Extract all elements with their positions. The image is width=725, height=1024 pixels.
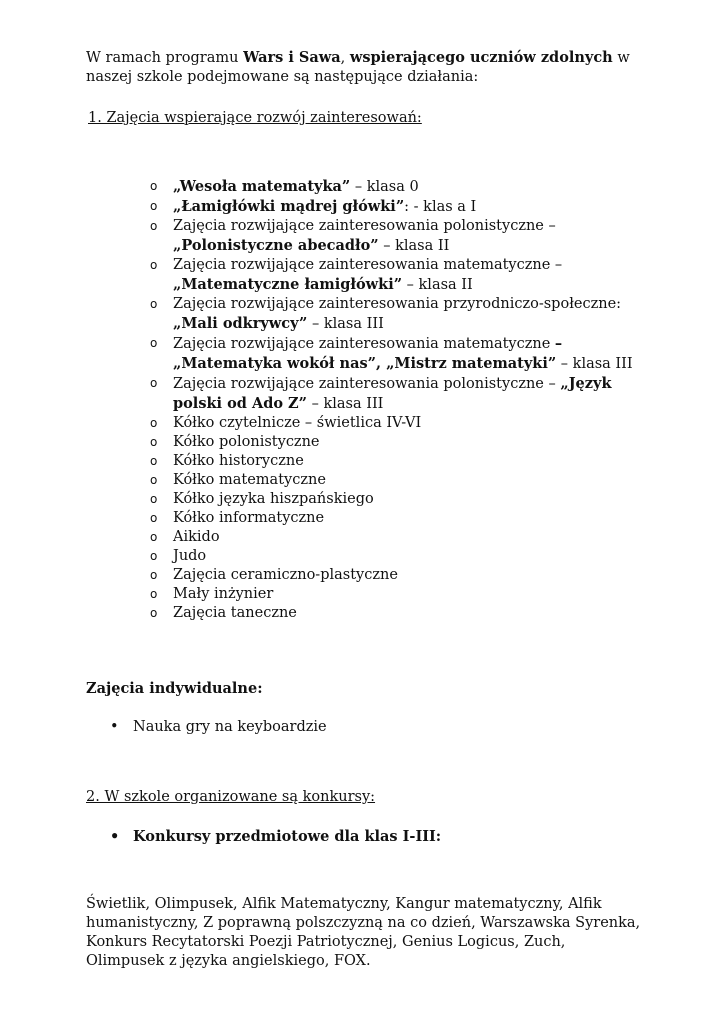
item-text: Kółko języka hiszpańskiego (173, 491, 374, 507)
circle-bullet-icon: o (150, 199, 158, 213)
circle-bullet-icon: o (150, 297, 158, 311)
individual-heading: Zajęcia indywidualne: (86, 680, 263, 697)
circle-bullet-icon: o (150, 179, 158, 193)
item-title: „Matematyczne łamigłówki” (173, 276, 403, 293)
item-text: Zajęcia ceramiczno-plastyczne (173, 567, 398, 583)
section-1-title: 1. Zajęcia wspierające rozwój zainteresowań: (88, 110, 422, 126)
item-text: Mały inżynier (173, 586, 274, 602)
item-text-prefix: Zajęcia rozwijające zainteresowania matematyczne – (173, 257, 563, 273)
item-text: Aikido (173, 529, 220, 545)
item-title: „Wesoła matematyka” (173, 178, 351, 195)
item-text-prefix: Zajęcia rozwijające zainteresowania matematyczne (173, 336, 555, 352)
list-item (86, 585, 646, 604)
circle-bullet-icon: o (150, 587, 158, 601)
item-text: Kółko polonistyczne (173, 434, 320, 450)
list-item (86, 197, 646, 217)
circle-bullet-icon: o (150, 219, 158, 233)
circle-bullet-icon: o (150, 530, 158, 544)
item-text: – klasa II (402, 277, 473, 293)
circle-bullet-icon: o (150, 258, 158, 272)
item-text: Zajęcia taneczne (173, 605, 297, 621)
item-text: Kółko czytelnicze – świetlica IV-VI (173, 415, 422, 431)
list-item (86, 528, 646, 547)
activities-list (86, 177, 646, 623)
list-item (86, 827, 646, 846)
list-item (86, 217, 646, 256)
intro-text-1: W ramach programu (86, 50, 244, 66)
list-item (86, 718, 646, 737)
item-title: – „Matematyka wokół nas”, „Mistrz matematyki” (173, 335, 563, 372)
item-text-prefix: Zajęcia rozwijające zainteresowania przyrodniczo-społeczne: (173, 296, 622, 312)
item-text: – klasa III (556, 356, 633, 372)
circle-bullet-icon: o (150, 454, 158, 468)
list-item (86, 256, 646, 295)
item-text: : - klas a I (404, 199, 477, 215)
circle-bullet-icon: o (150, 435, 158, 449)
list-item (86, 414, 646, 433)
contests-subtitle: Konkursy przedmiotowe dla klas I-III: (133, 828, 442, 845)
item-title: „Łamigłówki mądrej główki” (173, 198, 405, 215)
intro-separator: , (340, 50, 350, 66)
circle-bullet-icon: o (150, 473, 158, 487)
circle-bullet-icon: o (150, 376, 158, 390)
program-name: Wars i Sawa (243, 49, 341, 66)
list-item (86, 452, 646, 471)
list-item (86, 547, 646, 566)
item-text: Kółko historyczne (173, 453, 304, 469)
circle-bullet-icon: o (150, 606, 158, 620)
circle-bullet-icon: o (150, 492, 158, 506)
item-text: – klasa 0 (350, 179, 419, 195)
item-title: „Mali odkrywcy” (173, 315, 308, 332)
list-item (86, 490, 646, 509)
list-item (86, 471, 646, 490)
individual-list (86, 718, 646, 737)
circle-bullet-icon: o (150, 568, 158, 582)
list-item (86, 509, 646, 528)
item-text: Nauka gry na keyboardzie (133, 719, 327, 735)
list-item (86, 433, 646, 452)
bullet-icon: • (110, 828, 120, 845)
circle-bullet-icon: o (150, 549, 158, 563)
item-text-prefix: Zajęcia rozwijające zainteresowania polonistyczne – (173, 218, 556, 234)
intro-paragraph (86, 48, 646, 87)
item-text: – klasa II (378, 238, 450, 254)
item-text: Judo (173, 548, 207, 564)
circle-bullet-icon: o (150, 416, 158, 430)
item-text: – klasa III (307, 316, 384, 332)
list-item (86, 374, 646, 414)
document-page (86, 48, 646, 971)
circle-bullet-icon: o (150, 336, 158, 350)
contests-paragraph: Świetlik, Olimpusek, Alfik Matematyczny, Kangur matematyczny, Alfik humanistyczny, Z poprawną polszczyzną na co dzień, Warszawska Syrenka, Konkurs Recytatorski Poezji Patriotycznej, Genius Logicus, Zuch, Olimpusek z języka angielskiego, FOX. (86, 896, 641, 969)
program-description: wspierającego uczniów zdolnych (349, 49, 613, 66)
circle-bullet-icon: o (150, 511, 158, 525)
list-item (86, 295, 646, 334)
item-title: „Polonistyczne abecadło” (173, 237, 379, 254)
item-text: Kółko informatyczne (173, 510, 325, 526)
contests-list (86, 827, 646, 846)
list-item (86, 604, 646, 623)
item-text: – klasa III (306, 396, 384, 412)
intro-text-2: w naszej szkole podejmowane są następujące działania: (86, 50, 630, 85)
item-text-prefix: Zajęcia rozwijające zainteresowania polonistyczne – (173, 376, 561, 392)
item-text: Kółko matematyczne (173, 472, 326, 488)
item-title: „Język polski od Ado Z” (173, 375, 612, 412)
list-item (86, 566, 646, 585)
section-2-title: 2. W szkole organizowane są konkursy: (86, 789, 376, 805)
list-item (86, 334, 646, 374)
bullet-icon: • (110, 719, 119, 735)
list-item (86, 177, 646, 197)
